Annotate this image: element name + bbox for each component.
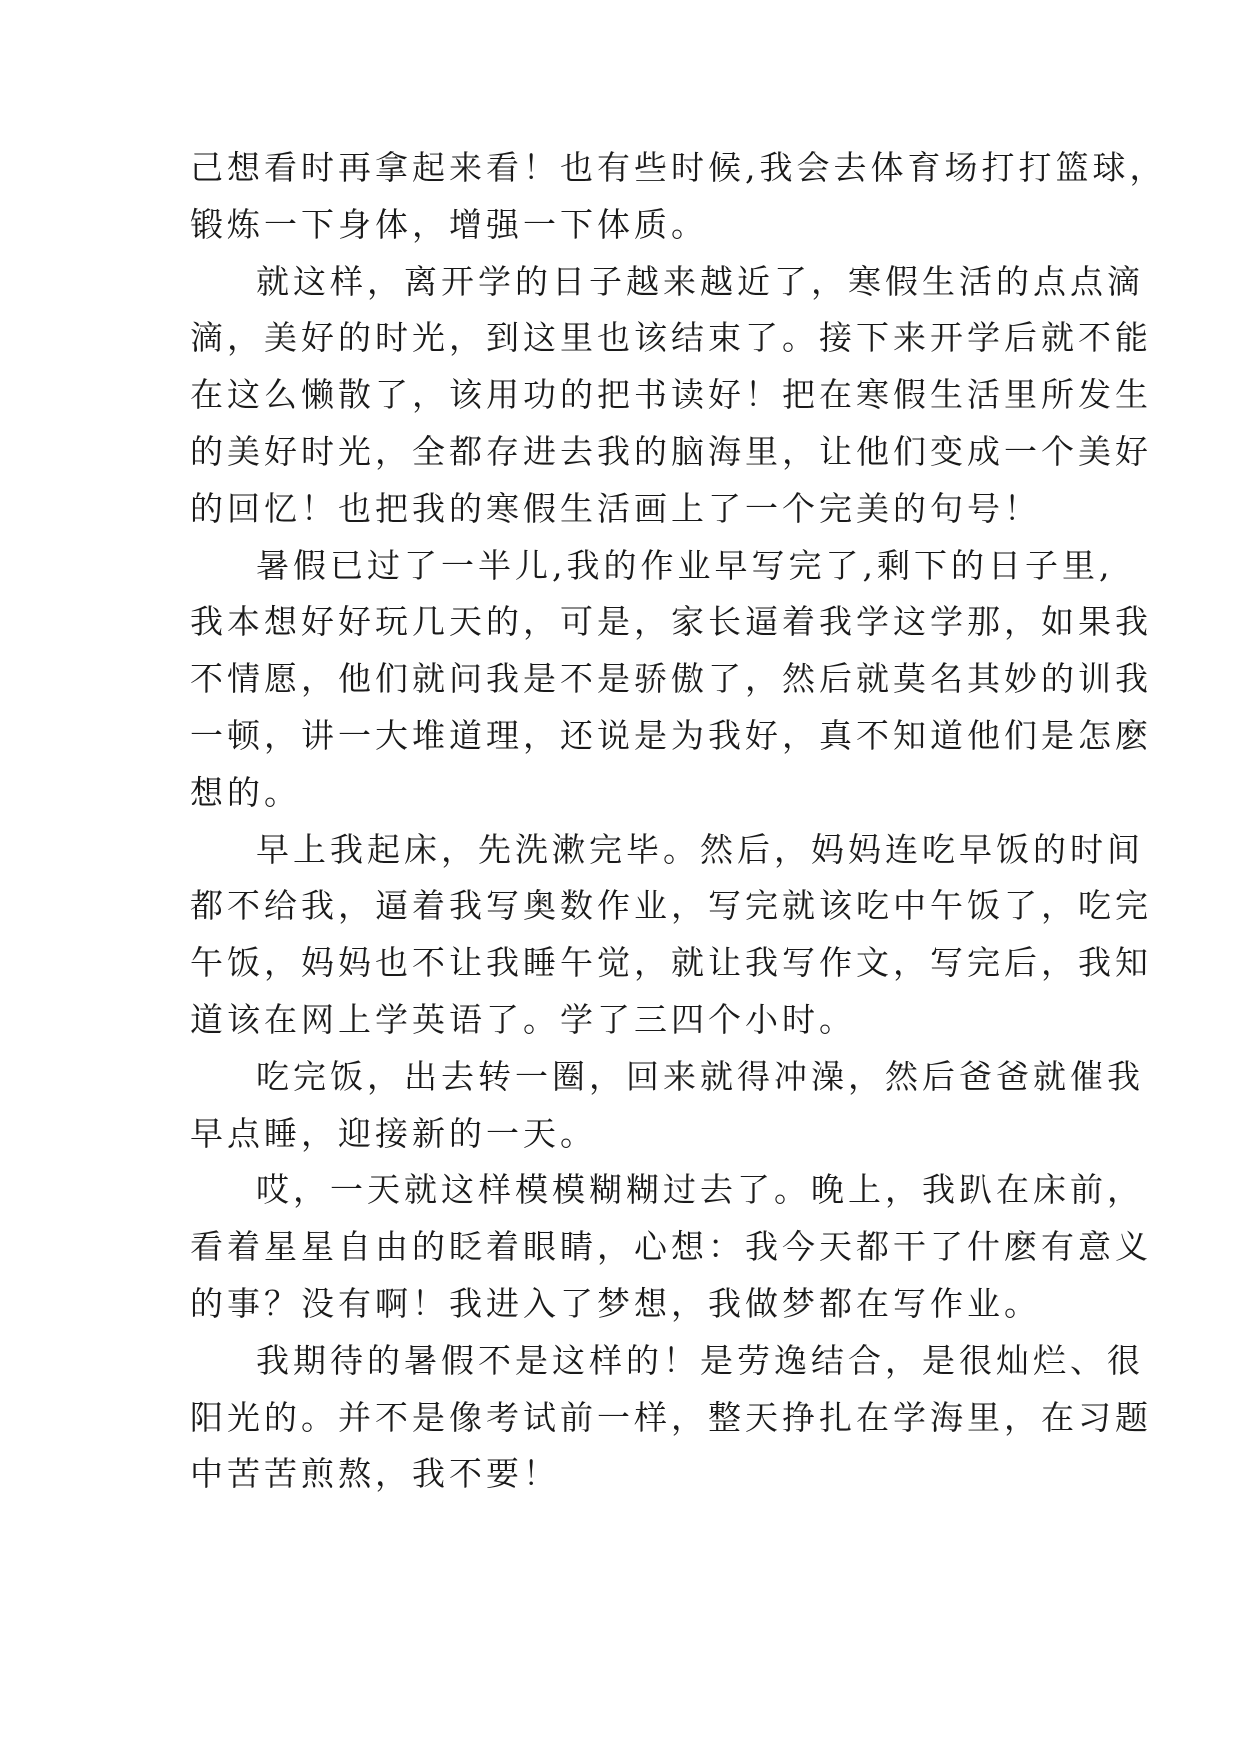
text-line: 吃完饭，出去转一圈，回来就得冲澡，然后爸爸就催我: [256, 1056, 1144, 1096]
paragraph-2: [190, 254, 1152, 538]
text-line: 就这样，离开学的日子越来越近了，寒假生活的点点滴: [256, 261, 1144, 301]
text-line: 不情愿，他们就问我是不是骄傲了，然后就莫名其妙的训我: [190, 659, 1152, 699]
text-line: 滴，美好的时光，到这里也该结束了。接下来开学后就不能: [190, 318, 1152, 358]
text-line: 哎，一天就这样模模糊糊过去了。晚上，我趴在床前，: [256, 1170, 1144, 1210]
text-line: 的回忆！也把我的寒假生活画上了一个完美的句号！: [190, 488, 1041, 528]
text-line: 的事？没有啊！我进入了梦想，我做梦都在写作业。: [190, 1283, 1041, 1323]
text-line: 我本想好好玩几天的，可是，家长逼着我学这学那，如果我: [190, 602, 1152, 642]
paragraph-4: [190, 822, 1152, 1049]
paragraph-5: [190, 1049, 1144, 1163]
text-line: 己想看时再拿起来看！也有些时候,我会去体育场打打篮球，: [190, 148, 1167, 187]
text-line: 阳光的。并不是像考试前一样，整天挣扎在学海里，在习题: [190, 1397, 1152, 1437]
text-line: 道该在网上学英语了。学了三四个小时。: [190, 999, 856, 1039]
text-line: 一顿，讲一大堆道理，还说是为我好，真不知道他们是怎麽: [190, 715, 1152, 755]
text-line: 看着星星自由的眨着眼睛，心想：我今天都干了什麽有意义: [190, 1227, 1152, 1267]
paragraph-7: [190, 1333, 1152, 1503]
text-line: 暑假已过了一半儿,我的作业早写完了,剩下的日子里,: [256, 545, 1114, 585]
text-line: 都不给我，逼着我写奥数作业，写完就该吃中午饭了，吃完: [190, 886, 1152, 926]
text-line: 的美好时光，全都存进去我的脑海里，让他们变成一个美好: [190, 431, 1152, 471]
paragraph-1: [190, 140, 1167, 254]
text-line: 在这么懒散了，该用功的把书读好！把在寒假生活里所发生: [190, 375, 1152, 415]
text-line: 锻炼一下身体，增强一下体质。: [190, 204, 708, 244]
text-line: 想的。: [190, 772, 301, 812]
paragraph-6: [190, 1162, 1152, 1332]
text-line: 中苦苦煎熬，我不要！: [190, 1454, 560, 1494]
text-line: 我期待的暑假不是这样的！是劳逸结合，是很灿烂、很: [256, 1340, 1144, 1380]
document-body: [190, 140, 1167, 1503]
text-line: 早上我起床，先洗漱完毕。然后，妈妈连吃早饭的时间: [256, 829, 1144, 869]
text-line: 午饭，妈妈也不让我睡午觉，就让我写作文，写完后，我知: [190, 943, 1152, 983]
text-line: 早点睡，迎接新的一天。: [190, 1113, 597, 1153]
paragraph-3: [190, 538, 1152, 822]
